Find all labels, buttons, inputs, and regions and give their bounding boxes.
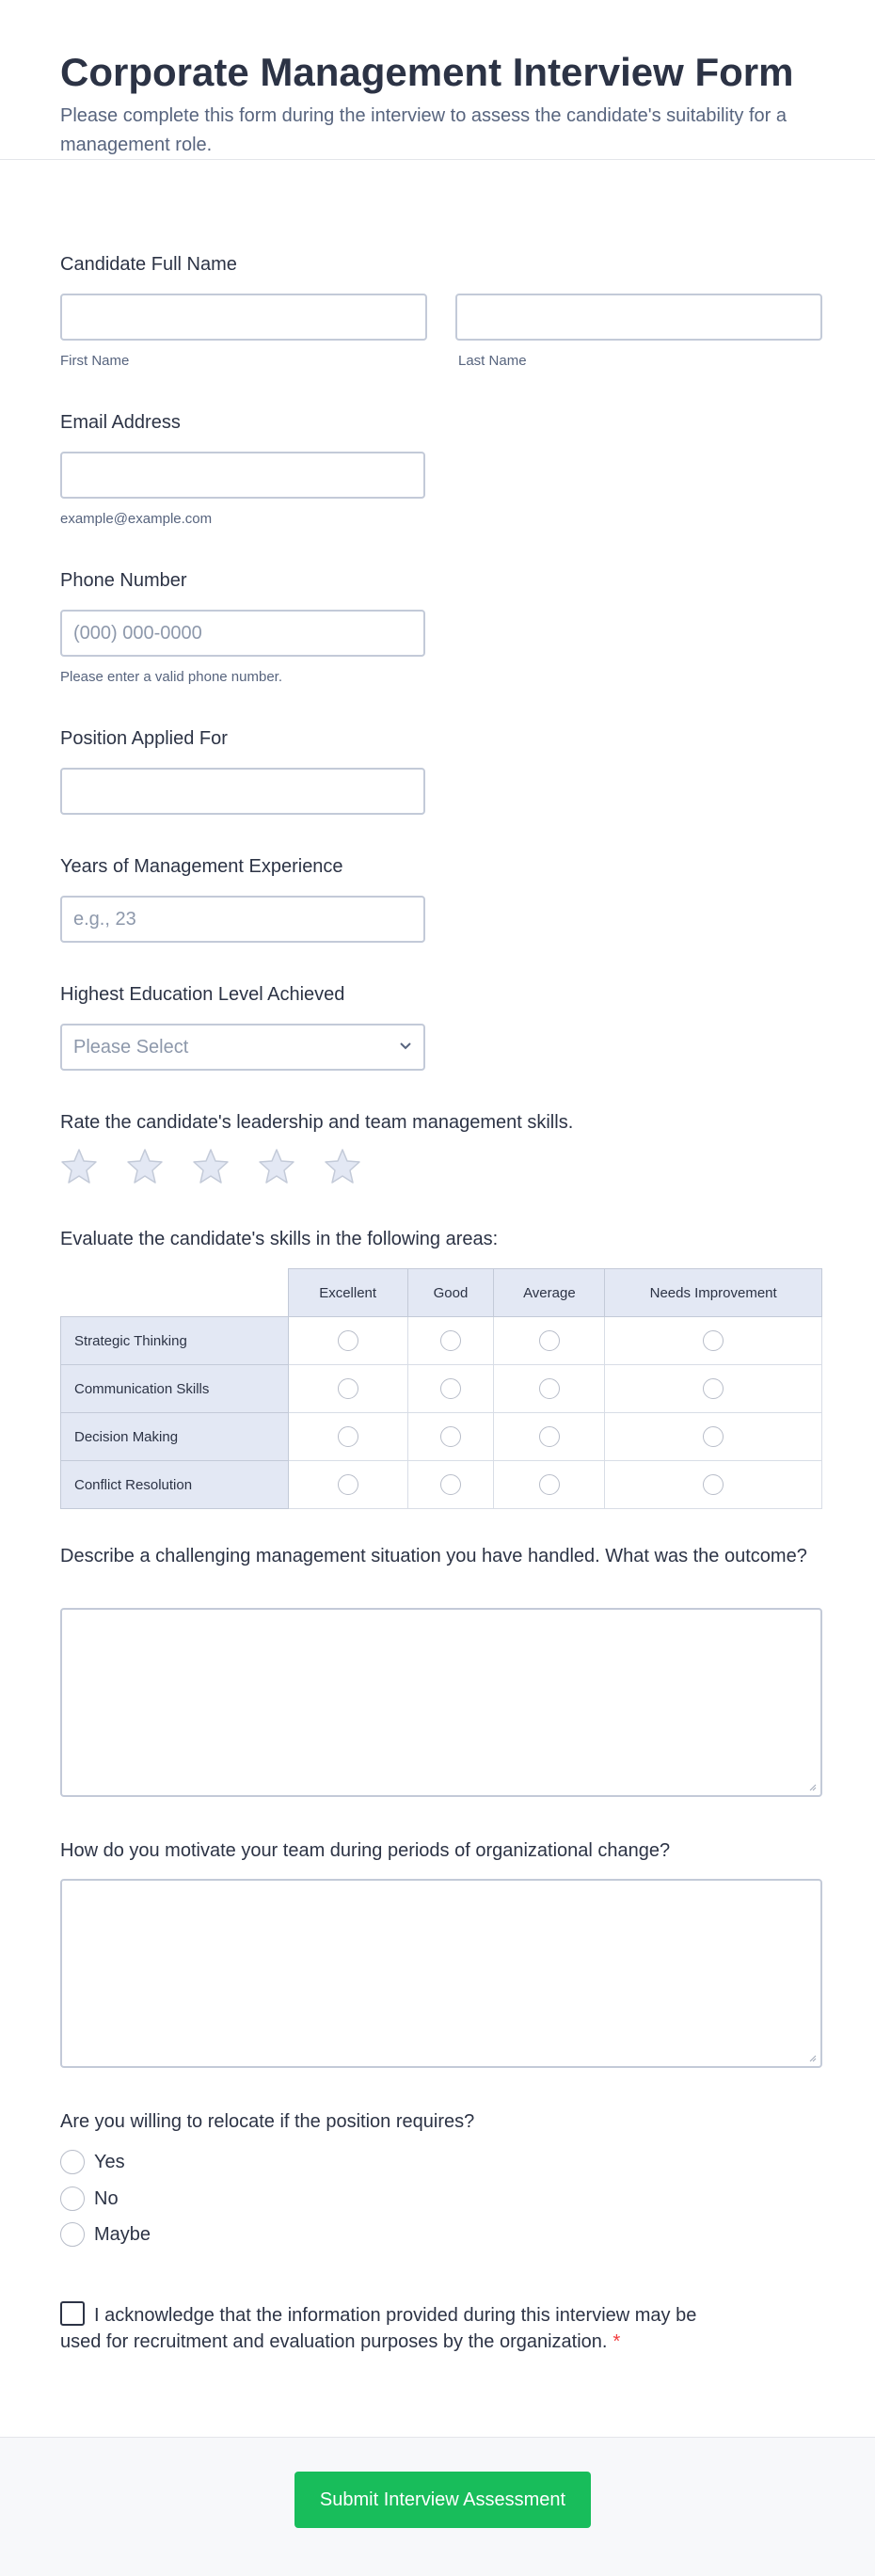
phone-label: Phone Number: [60, 570, 187, 591]
candidate-name-label: Candidate Full Name: [60, 254, 237, 275]
position-label: Position Applied For: [60, 728, 228, 749]
experience-input[interactable]: e.g., 23: [60, 896, 425, 943]
matrix-radio[interactable]: [703, 1426, 724, 1447]
matrix-radio[interactable]: [539, 1426, 560, 1447]
email-sublabel: example@example.com: [60, 511, 213, 527]
matrix-row-label: Communication Skills: [61, 1365, 289, 1413]
relocate-option-no[interactable]: [60, 2186, 119, 2211]
motivation-label: How do you motivate your team during periods of organizational change?: [60, 1840, 671, 1861]
star-icon[interactable]: [60, 1147, 98, 1185]
matrix-radio[interactable]: [539, 1330, 560, 1351]
first-name-input[interactable]: [60, 294, 427, 341]
rating-label: Rate the candidate's leadership and team management skills.: [60, 1112, 574, 1133]
form-header: [0, 0, 875, 160]
acknowledge-text: I acknowledge that the information provided during this interview may be used for recruitment and evaluation purposes by the organization.: [60, 2305, 697, 2352]
matrix-radio[interactable]: [703, 1474, 724, 1495]
matrix-radio[interactable]: [703, 1330, 724, 1351]
motivation-textarea[interactable]: [60, 1879, 822, 2068]
email-label: Email Address: [60, 412, 181, 433]
star-rating: [60, 1147, 361, 1185]
page-subtitle: Please complete this form during the interview to assess the candidate's suitability for a management role.: [60, 105, 787, 155]
matrix-radio[interactable]: [703, 1378, 724, 1399]
submit-button[interactable]: Submit Interview Assessment: [294, 2472, 591, 2528]
matrix-radio[interactable]: [338, 1330, 358, 1351]
phone-sublabel: Please enter a valid phone number.: [60, 669, 282, 685]
star-icon[interactable]: [192, 1147, 230, 1185]
matrix-row-label: Decision Making: [61, 1413, 289, 1461]
relocate-label: Are you willing to relocate if the position requires?: [60, 2111, 475, 2132]
acknowledge-field: [60, 2301, 738, 2355]
matrix-radio[interactable]: [338, 1426, 358, 1447]
chevron-down-icon: [399, 1042, 412, 1051]
education-select[interactable]: [60, 1024, 425, 1071]
radio-button[interactable]: [60, 2150, 85, 2174]
education-selected-value: Please Select: [73, 1037, 189, 1057]
matrix-radio[interactable]: [440, 1426, 461, 1447]
last-name-input[interactable]: [455, 294, 822, 341]
matrix-row: [61, 1365, 822, 1413]
star-icon[interactable]: [126, 1147, 164, 1185]
radio-button[interactable]: [60, 2186, 85, 2211]
matrix-row: [61, 1317, 822, 1365]
star-icon[interactable]: [258, 1147, 295, 1185]
situation-label: Describe a challenging management situation you have handled. What was the outcome?: [60, 1546, 807, 1566]
matrix-radio[interactable]: [539, 1474, 560, 1495]
email-input[interactable]: [60, 452, 425, 499]
first-name-sublabel: First Name: [60, 353, 130, 369]
matrix-radio[interactable]: [440, 1378, 461, 1399]
option-label: Yes: [94, 2151, 125, 2172]
matrix-row-label: Strategic Thinking: [61, 1317, 289, 1365]
matrix-corner: [61, 1269, 289, 1317]
required-asterisk: *: [612, 2331, 621, 2352]
matrix-row: [61, 1413, 822, 1461]
education-label: Highest Education Level Achieved: [60, 984, 345, 1005]
matrix-radio[interactable]: [338, 1378, 358, 1399]
matrix-column-header: Good: [407, 1269, 494, 1317]
experience-label: Years of Management Experience: [60, 856, 343, 877]
matrix-column-header: Excellent: [288, 1269, 407, 1317]
situation-textarea[interactable]: [60, 1608, 822, 1797]
relocate-option-maybe[interactable]: [60, 2222, 151, 2247]
last-name-sublabel: Last Name: [458, 353, 527, 369]
position-input[interactable]: [60, 768, 425, 815]
matrix-column-header: Needs Improvement: [605, 1269, 822, 1317]
acknowledge-checkbox[interactable]: [60, 2301, 85, 2326]
option-label: Maybe: [94, 2223, 151, 2245]
relocate-option-yes[interactable]: [60, 2150, 125, 2174]
matrix-label: Evaluate the candidate's skills in the following areas:: [60, 1229, 499, 1249]
form-footer: [0, 2437, 875, 2576]
matrix-radio[interactable]: [338, 1474, 358, 1495]
resize-handle-icon[interactable]: [807, 1782, 817, 1791]
option-label: No: [94, 2187, 119, 2209]
star-icon[interactable]: [324, 1147, 361, 1185]
resize-handle-icon[interactable]: [807, 2053, 817, 2062]
matrix-column-header: Average: [494, 1269, 605, 1317]
matrix-row: [61, 1461, 822, 1509]
matrix-row-label: Conflict Resolution: [61, 1461, 289, 1509]
radio-button[interactable]: [60, 2222, 85, 2247]
matrix-radio[interactable]: [440, 1474, 461, 1495]
phone-input[interactable]: (000) 000-0000: [60, 610, 425, 657]
matrix-radio[interactable]: [539, 1378, 560, 1399]
skills-matrix: [60, 1268, 822, 1509]
matrix-radio[interactable]: [440, 1330, 461, 1351]
page-title: Corporate Management Interview Form: [60, 50, 794, 94]
